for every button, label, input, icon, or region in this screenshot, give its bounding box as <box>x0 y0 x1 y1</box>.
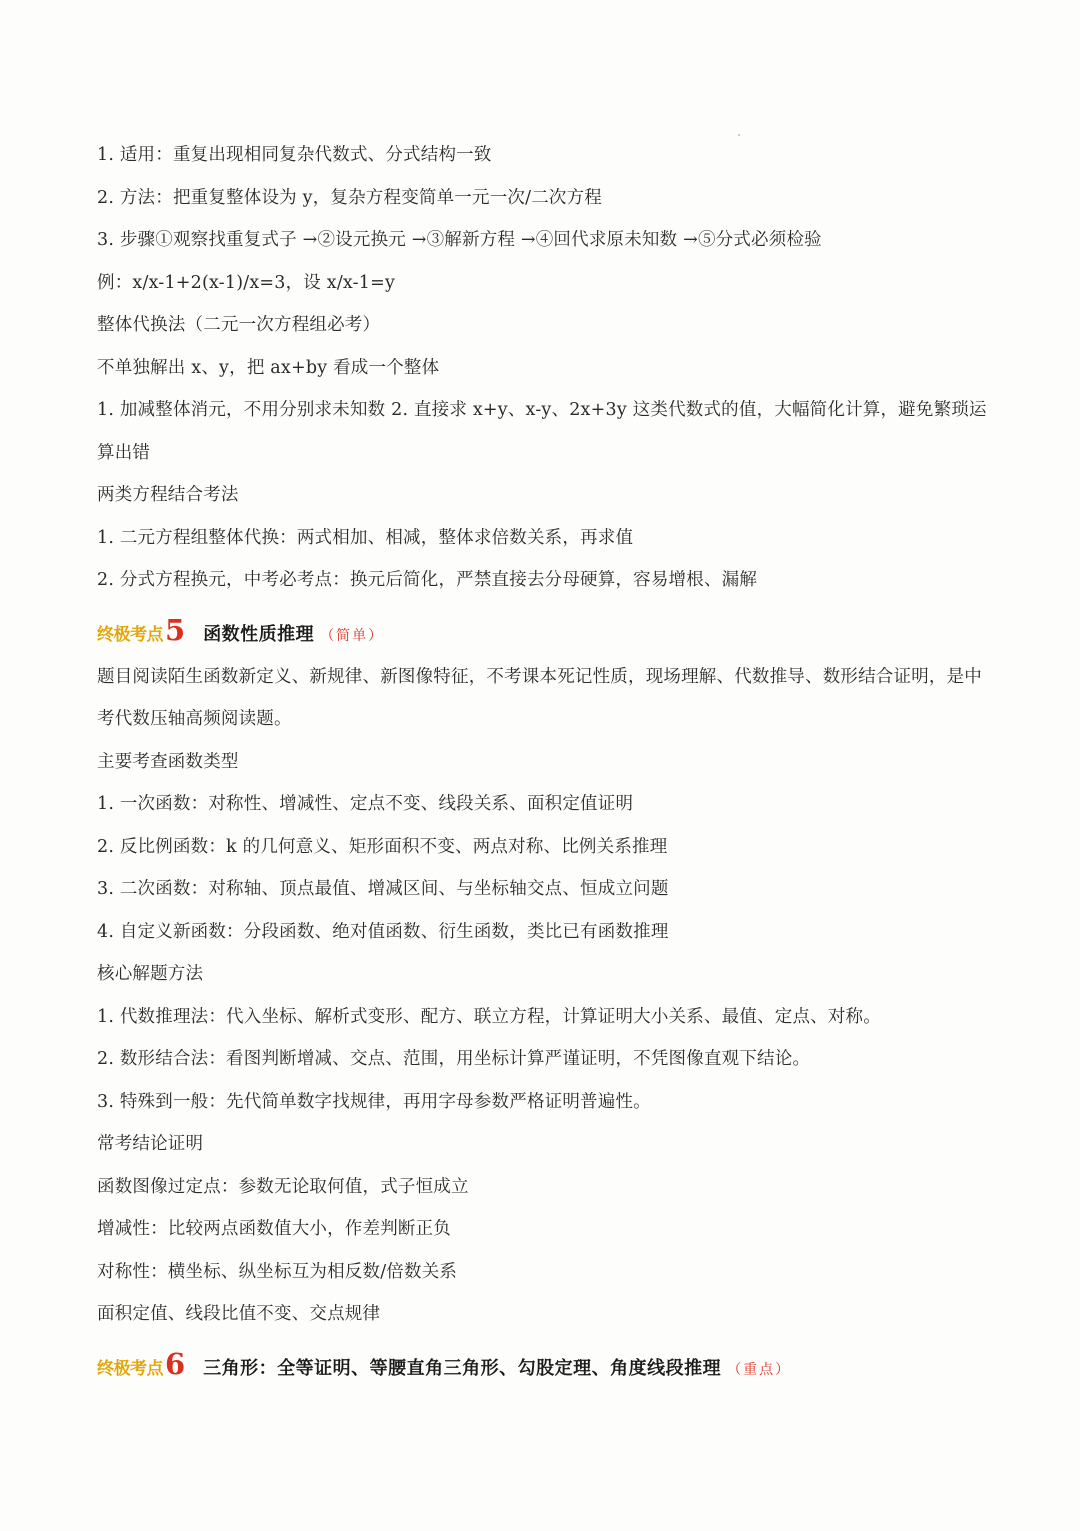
text-line: 整体代换法（二元一次方程组必考） <box>97 315 381 335</box>
text-line: 1. 二元方程组整体代换：两式相加、相减，整体求倍数关系，再求值 <box>97 527 634 548</box>
text-line: 对称性：横坐标、纵坐标互为相反数/倍数关系 <box>97 1261 458 1282</box>
text-line: 2. 反比例函数：k 的几何意义、矩形面积不变、两点对称、比例关系推理 <box>97 836 668 857</box>
subheading: 核心解题方法 <box>97 964 204 984</box>
text-line: 2. 数形结合法：看图判断增减、交点、范围，用坐标计算严谨证明，不凭图像直观下结论。 <box>97 1049 811 1069</box>
document-page <box>97 134 997 1390</box>
text-line: 两类方程结合考法 <box>97 485 239 505</box>
text-line: 1. 适用：重复出现相同复杂代数式、分式结构一致 <box>97 145 492 165</box>
text-line: 函数图像过定点：参数无论取何值，式子恒成立 <box>97 1176 469 1197</box>
heading-tag: （重点） <box>727 1361 792 1378</box>
heading-title: 三角形：全等证明、等腰直角三角形、勾股定理、角度线段推理 <box>203 1357 722 1379</box>
text-line: 不单独解出 x、y，把 ax+by 看成一个整体 <box>97 357 440 378</box>
text-paragraph: 题目阅读陌生函数新定义、新规律、新图像特征，不考课本死记性质，现场理解、代数推导、数形结合证明，是中考代数压轴高频阅读题。 <box>97 666 982 729</box>
text-paragraph: 1. 加减整体消元，不用分别求未知数 2. 直接求 x+y、x-y、2x+3y 这类代数式的值，大幅简化计算，避免繁琐运算出错 <box>97 400 987 463</box>
subheading: 主要考查函数类型 <box>97 751 239 772</box>
text-line: 2. 分式方程换元，中考必考点：换元后简化，严禁直接去分母硬算，容易增根、漏解 <box>97 570 758 590</box>
heading-title: 函数性质推理 <box>203 623 315 645</box>
heading-number: 5 <box>165 612 186 647</box>
text-line: 3. 特殊到一般：先代简单数字找规律，再用字母参数严格证明普遍性。 <box>97 1091 651 1112</box>
subheading: 常考结论证明 <box>97 1134 204 1154</box>
heading-label: 终极考点 <box>97 1358 163 1379</box>
heading-tag: （简单） <box>320 627 385 644</box>
text-line: 面积定值、线段比值不变、交点规律 <box>97 1304 381 1324</box>
section-function-reasoning <box>97 656 997 1336</box>
section-substitution-method <box>97 134 997 602</box>
text-line: 3. 二次函数：对称轴、顶点最值、增减区间、与坐标轴交点、恒成立问题 <box>97 879 669 899</box>
text-line: 增减性：比较两点函数值大小，作差判断正负 <box>97 1219 451 1239</box>
text-line: 例：x/x-1+2(x-1)/x=3，设 x/x-1=y <box>97 272 396 293</box>
text-line: 1. 代数推理法：代入坐标、解析式变形、配方、联立方程，计算证明大小关系、最值、定点、对称。 <box>97 1006 881 1027</box>
section-heading-5 <box>97 604 997 656</box>
text-line: 3. 步骤①观察找重复式子 →②设元换元 →③解新方程 →④回代求原未知数 →⑤分式必须检验 <box>97 230 822 250</box>
text-line: 2. 方法：把重复整体设为 y，复杂方程变简单一元一次/二次方程 <box>97 187 603 208</box>
text-line: 1. 一次函数：对称性、增减性、定点不变、线段关系、面积定值证明 <box>97 794 634 814</box>
section-heading-6 <box>97 1338 997 1390</box>
heading-label: 终极考点 <box>97 624 163 645</box>
heading-number: 6 <box>165 1346 186 1381</box>
text-line: 4. 自定义新函数：分段函数、绝对值函数、衍生函数，类比已有函数推理 <box>97 921 669 942</box>
